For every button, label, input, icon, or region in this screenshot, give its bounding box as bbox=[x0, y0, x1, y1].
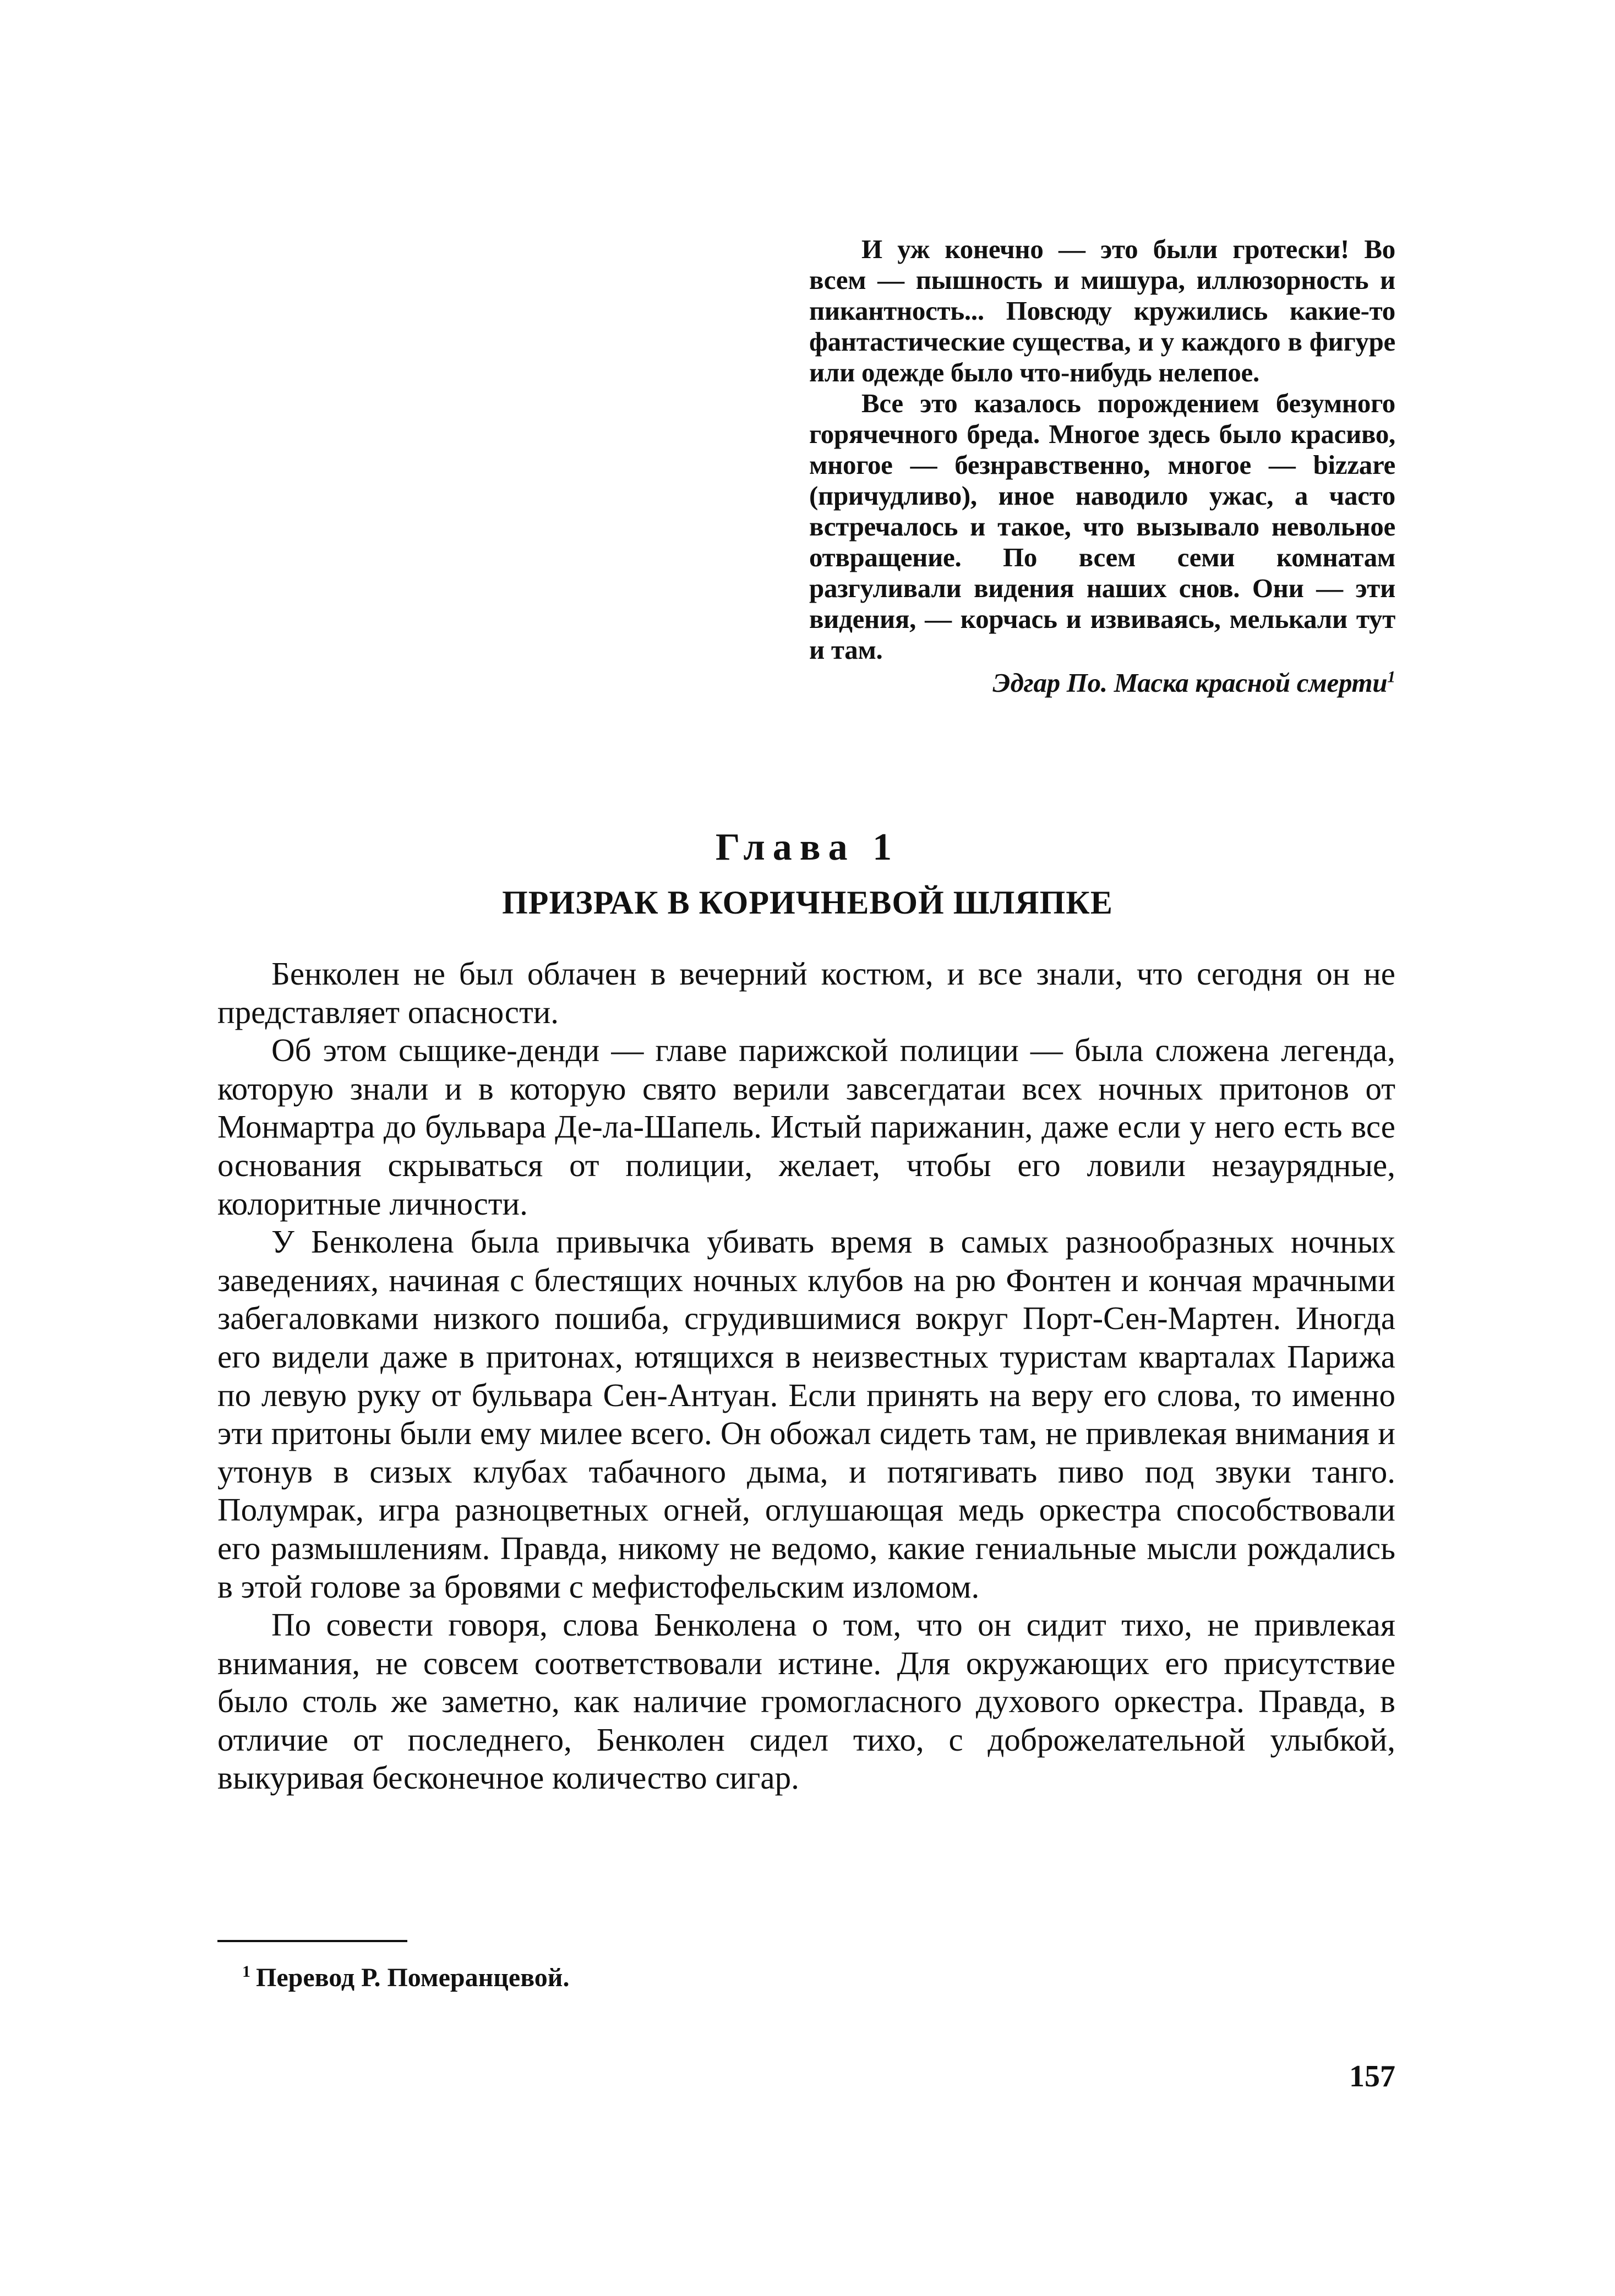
chapter-body bbox=[217, 955, 1395, 1797]
body-paragraph: У Бенколена была привычка убивать время в самых разнообразных ночных заведениях, начиная с блестящих ночных клубов на рю Фонтен и кончая мрачными забегаловками низкого пошиба, сгрудившимися вокруг Порт-Сен-Мартен. Иногда его видели даже в притонах, ютящихся в неизвестных туристам кварталах Парижа по левую руку от бульвара Сен-Антуан. Если принять на веру его слова, то именно эти притоны были ему милее всего. Он обожал сидеть там, не привлекая внимания и утонув в сизых клубах табачного дыма, и потягивать пиво под звуки танго. Полумрак, игра разноцветных огней, оглушающая медь оркестра способствовали его размышлениям. Правда, никому не ведомо, какие гениальные мысли рождались в этой голове за бровями с мефистофельским изломом. bbox=[217, 1223, 1395, 1605]
chapter-title: ПРИЗРАК В КОРИЧНЕВОЙ ШЛЯПКЕ bbox=[502, 884, 1113, 921]
body-paragraph: По совести говоря, слова Бенколена о том, что он сидит тихо, не привлекая внимания, не совсем соответствовали истине. Для окружающих его присутствие было столь же заметно, как наличие громогласного духового оркестра. Правда, в отличие от последнего, Бенколен сидел тихо, с доброжелательной улыбкой, выкуривая бесконечное количество сигар. bbox=[217, 1606, 1395, 1796]
epigraph bbox=[809, 234, 1395, 698]
page-number: 157 bbox=[1349, 2059, 1395, 2093]
body-paragraph: Бенколен не был облачен в вечерний костюм, и все знали, что сегодня он не представляет опасности. bbox=[217, 955, 1395, 1030]
chapter-label: Глава 1 bbox=[715, 826, 900, 868]
epigraph-paragraph: Все это казалось порождением безумного горячечного бреда. Многое здесь было красиво, многое — безнравственно, многое — bizzare (причудливо), иное наводило ужас, а часто встречалось и такое, что вызывало невольное отвращение. По всем семи комнатам разгуливали видения наших снов. Они — эти видения, — корчась и извиваясь, мелькали тут и там. bbox=[809, 388, 1395, 665]
epigraph-paragraph: И уж конечно — это были гротески! Во всем — пышность и мишура, иллюзорность и пикантность... Повсюду кружились какие-то фантастические существа, и у каждого в фигуре или одежде было что-нибудь нелепое. bbox=[809, 234, 1395, 387]
footnote-reference-mark: 1 bbox=[1387, 668, 1395, 686]
footnote bbox=[242, 1962, 1233, 1994]
footnote-text: Перевод Р. Померанцевой. bbox=[256, 1963, 570, 1992]
epigraph-attribution bbox=[809, 668, 1395, 698]
epigraph-attribution-text: Эдгар По. Маска красной смерти bbox=[992, 668, 1388, 698]
footnote-mark: 1 bbox=[242, 1962, 250, 1981]
footnote-divider bbox=[217, 1940, 407, 1942]
body-paragraph: Об этом сыщике-денди — главе парижской полиции — была сложена легенда, которую знали и в которую свято верили завсегдатаи всех ночных притонов от Монмартра до бульвара Де-ла-Шапель. Истый парижанин, даже если у него есть все основания скрываться от полиции, желает, чтобы его ловили незаурядные, колоритные личности. bbox=[217, 1032, 1395, 1222]
